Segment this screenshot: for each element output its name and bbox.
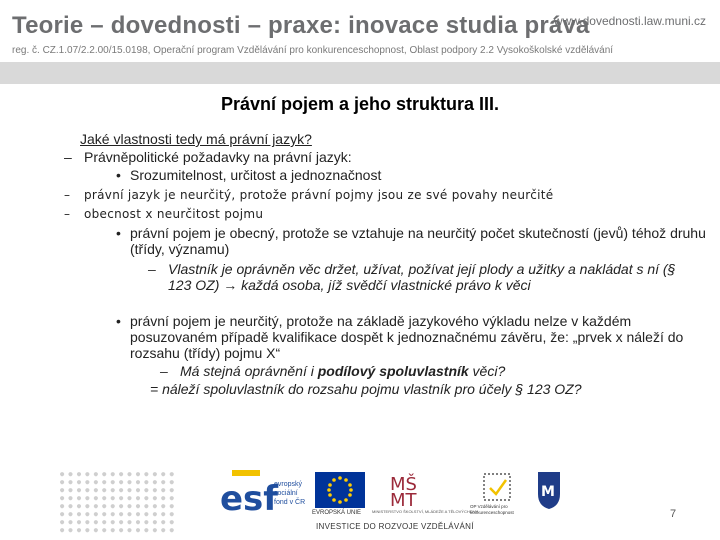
investment-tagline: INVESTICE DO ROZVOJE VZDĚLÁVÁNÍ bbox=[316, 522, 474, 531]
list-item-label: obecnost x neurčitost pojmu bbox=[84, 207, 264, 221]
page-number: 7 bbox=[670, 508, 677, 520]
esf-logo bbox=[218, 470, 310, 519]
header-title: Teorie – dovednosti – praxe: inovace studia práva bbox=[12, 12, 590, 39]
eu-label: EVROPSKÁ UNIE bbox=[312, 510, 362, 516]
point-text: právní pojem je obecný, protože se vztahuje na neurčitý počet skutečností (jevů) téhož druhu (třídy, významu) bbox=[130, 225, 706, 257]
header-url[interactable]: www.dovednosti.law.muni.cz bbox=[553, 14, 706, 28]
esf-text: evropský bbox=[274, 481, 303, 488]
bullet-marker: • bbox=[116, 313, 121, 329]
svg-text:konkurenceschopnost: konkurenceschopnost bbox=[470, 510, 514, 515]
dash-marker: – bbox=[64, 188, 71, 202]
point-generality bbox=[116, 225, 706, 257]
dash-marker: – bbox=[64, 149, 72, 165]
svg-text:sociální: sociální bbox=[274, 490, 298, 497]
question-heading: Jaké vlastnosti tedy má právní jazyk? bbox=[80, 131, 312, 147]
muni-logo bbox=[536, 470, 562, 510]
svg-text:MŠ: MŠ bbox=[390, 474, 417, 495]
registration-text: reg. č. CZ.1.07/2.2.00/15.0198, Operační program Vzdělávání pro konkurenceschopnost, Oblast podpory 2.2 Vysokoškolské vzdělávání bbox=[12, 45, 614, 56]
point-vagueness bbox=[116, 313, 686, 361]
header-divider bbox=[0, 62, 720, 84]
svg-text:fond v ČR: fond v ČR bbox=[274, 499, 306, 506]
svg-text:MT: MT bbox=[390, 490, 417, 511]
op-text: OP Vzdělávání pro bbox=[470, 504, 508, 509]
example-text: Vlastník je oprávněn věc držet, užívat, požívat její plody a užitky a nakládat s ní (§ 123 OZ) → každá osoba, jíž svědčí vlastnické právo k věci bbox=[168, 261, 676, 293]
dash-marker: – bbox=[148, 261, 156, 277]
svg-text:M: M bbox=[541, 484, 555, 500]
sub-item-label: Srozumitelnost, určitost a jednoznačnost bbox=[130, 167, 382, 183]
msmt-logo bbox=[372, 470, 479, 514]
dash-marker: – bbox=[64, 207, 71, 221]
slide-title: Právní pojem a jeho struktura III. bbox=[220, 94, 500, 114]
sub-item-clarity bbox=[116, 167, 381, 183]
bullet-marker: • bbox=[116, 225, 121, 241]
decorative-dot-pattern: ● ● ● ● ● ● ● ● ● ● ● ● ● ● ● ● ● ● ● ● ● ● ● ● ● ● ● ● ● ● ● ● ● ● ● ● ● ● ● ● ● ● ● ● ● ● ● ● ● ● ● ● ● ● ● ● ● ● ● ● ● ● ● ● ● ● ● ● ● ● ● ● ● ● ● ● ● ● ● ● ● ● ● ● ● ● ● ● ● ● ● ● ● ● ● ● ● ● ● ● ● ● ● ● ● ● ● ● ● ● ● ● bbox=[60, 470, 174, 534]
dash-marker: – bbox=[160, 363, 168, 379]
list-item-generality bbox=[64, 206, 263, 222]
msmt-text: MINISTERSTVO ŠKOLSTVÍ, MLÁDEŽE A TĚLOVÝCHOVY bbox=[372, 509, 479, 514]
header-bar bbox=[0, 0, 720, 86]
point-text: právní pojem je neurčitý, protože na základě jazykového výkladu nelze v každém posuzovaném případě kvalifikace dospět k jednoznačnému závěru, že: „prvek x náleží do rozsahu (třídy) pojmu X“ bbox=[130, 313, 684, 361]
list-item-requirements bbox=[64, 149, 352, 165]
eu-flag-logo bbox=[315, 472, 365, 508]
example-coowner-question bbox=[160, 363, 505, 379]
list-item-label: Právněpolitické požadavky na právní jazyk: bbox=[84, 149, 352, 165]
question-text-end: věci? bbox=[468, 363, 506, 379]
op-vk-logo bbox=[470, 470, 526, 516]
list-item-vagueness bbox=[64, 187, 553, 203]
example-coowner-answer: = náleží spoluvlastník do rozsahu pojmu vlastník pro účely § 123 OZ? bbox=[150, 381, 582, 397]
list-item-label: právní jazyk je neurčitý, protože právní pojmy jsou ze své povahy neurčité bbox=[84, 188, 554, 202]
bullet-marker: • bbox=[116, 167, 121, 183]
question-text: Má stejná oprávnění i bbox=[180, 363, 318, 379]
question-emphasis: podílový spoluvlastník bbox=[317, 363, 469, 379]
svg-text:esf: esf bbox=[220, 479, 279, 519]
example-owner bbox=[148, 261, 688, 293]
